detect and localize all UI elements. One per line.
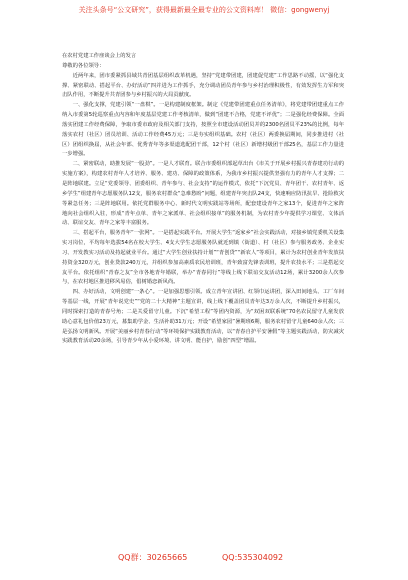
- banner-wechat: 微信：gongwenyj: [270, 6, 330, 14]
- footer-qq-number: QQ:535304092: [222, 553, 284, 562]
- document-body: [62, 52, 344, 532]
- paragraph-section-3: 三、搭起平台，服务青年“一张网”。一是搭起实践平台。开展大学生“返家乡”社会实践活动，对接乡镇党委机关设集实习岗位，平均每年选拔54名在校大学生、4支大学生志愿服务队就近到镇（街道）、村（社区）参与服务政务、企业实习、开发教实习活动及持起就业平台。通过“大学生创业扶持计划”“青创贷”“新农人”等项目，累计为农村创业青年发放扶持资金320万元，创业贷款240万元，并组织参加高素质农民培训班，青年致富先锋表训班，提升农技水平；三是搭起交友平台。依托组织“青春之友”全市各地青年婚联，举办“青春同行”等线上线下联谊交友活动12场，累计3200余人次参与，在农村地区推进移风易俗，倡树婚恋新风尚。: [62, 230, 344, 286]
- document-title: 在农村党建工作座谈会上的发言: [62, 53, 137, 59]
- banner-text: 关注头条号“公文研究”，获得最新最全最专业的公文资料库！: [78, 6, 268, 14]
- paragraph-section-1: 一、强化支撑，党建引领“一盘棋”。一是构建制度框架。制定《党建带团建重点任务清单》，将党建带团建重点工作纳入市委第5轮巡察重点内容和年度基层党建工作考核清单，做到“团建不合格，党建不评优”；二是强化经费保障。全面落实团建工作经费保障，争取市委市政府及相关部门支持，按照全市建设活动团员并的2300名团员平23%的比例，每年落实农村（社区）团员培训、活动工作经费45万元；三是夯实组织基础。农村（社区）两委换届期间，同步推进村（社区）团组织换届，从社会年部、优秀青年等多渠道选配团干部，12个村（社区）新增村级团干部25名，基层工作力量进一步增强。: [62, 102, 344, 158]
- paragraph-intro: 近两年来，团市委紧抓县域共青团基层组织改革机遇，坚持“党建带团建，团建促党建”工作思路不动摇，以“强化支撑、紧密联动、搭起平台、办好活动”四并进为工作抓手，充分调动团员青年参与乡村治理积极性，有效发挥生力军和突击队作用，不断提升共青团参与乡村振兴的大局贡献度。: [62, 72, 344, 99]
- paragraph-section-4: 四、办好活动，文明创建“一条心”。一是加强思想引领。成立青年宣讲团、红领巾运讲团，深入田间地头、工厂车间等基层一线，开展“青年说党史”“党的二十大精神”主题宣讲，线上线下覆盖团员青年达3万余人次，不断提升乡村振兴，同时探索打造的青春号角；二是关爱留守儿童。下沉“希望工程”等团内资源，为“双困双联系统”70名农民留守儿童发放助心意礼包价值23万元，募集助学金、生活补助31万元；开设“希望家园”暑期班6期，服务农村留守儿童640余人次；三是弘扬文明新风。开展“美丽乡村青春行动”等环境保护实践教育活动，以“青春自护平安暑假”等主题实践活动，防灾减灾实践教育活动20余场，引导青少年从小爱环境、讲文明、能自护，励创“四型”增温。: [62, 289, 344, 345]
- salutation: 尊敬的各位领导：: [62, 62, 105, 69]
- footer-contact: [0, 552, 408, 566]
- header-banner: [0, 6, 408, 15]
- footer-qq-group: QQ群：30265665: [118, 553, 188, 562]
- paragraph-section-2: 二、紧密联动，助推发展“一股劲”。一是人才联育。联合市委组织部起草出台《市关于开展乡村振兴青春建功行动的实施方案》，构建农村青年人才培养、服务、建功、保障的政策体系，为我市乡村振兴提供坚强有力的青年人才支撑；二是阵地联建。立足“党委领导、团委组织、青年参与、社会支持”的运作模式，依托“下沉党员、青年团干、农村青年、返乡学生”组建青年志愿服务队12支，服务农村群众“急难愁盼”问题，组建青年突击队24支，快速响应防汛抗旱、抢险救灾等紧急任务；三是阵地联用。依托党群服务中心、新时代文明实践站等场所，配套建设青年之家13个，促进青年之家阵地向社会组织入驻，形成“青年点单、青年之家派单、社会组织接单”的服务机制，为农村青少年提供学习课堂、文体活动、联谊交友、青年之家等丰富服务。: [62, 161, 344, 227]
